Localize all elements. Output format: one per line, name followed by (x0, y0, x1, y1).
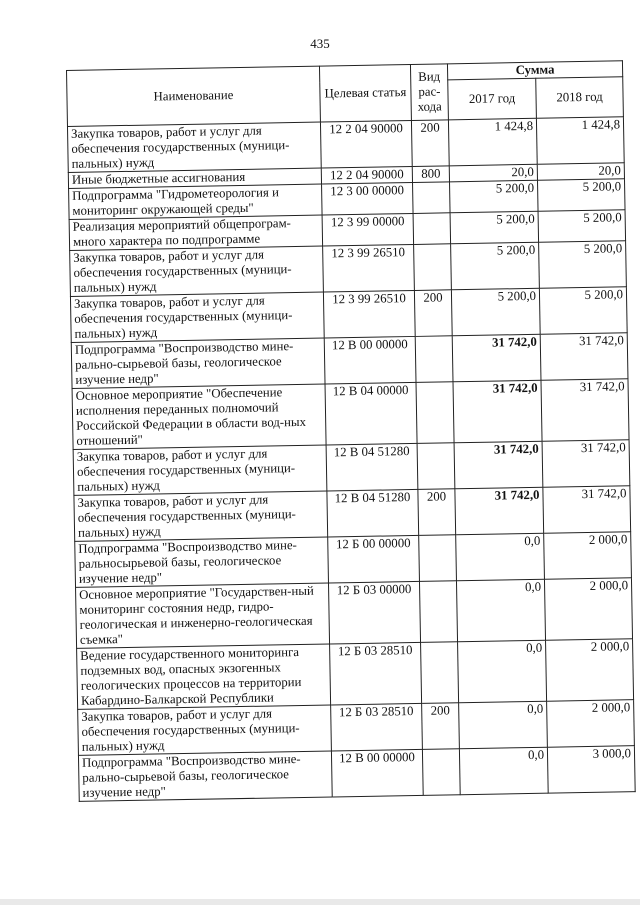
row-expense-type-cell (419, 581, 457, 643)
table-row (78, 746, 635, 802)
header-name: Наименование (67, 66, 321, 126)
row-name-cell: Ведение государственного мониторинга подземных вод, опасных экзогенных геологических процессов на территории Кабардино-Балкарской Республики (77, 644, 331, 709)
row-expense-type-cell (414, 244, 452, 291)
row-sum-2018-cell: 2 000,0 (547, 700, 635, 748)
row-name-cell: Реализация мероприятий общепрограм-много характера по подпрограмме (69, 215, 323, 250)
row-sum-2017-cell: 31 742,0 (454, 441, 543, 489)
header-target-article: Целевая статья (319, 64, 411, 122)
table-header (67, 61, 624, 127)
row-name-cell: Закупка товаров, работ и услуг для обеспечения государственных (муници-пальных) нужд (74, 491, 328, 541)
row-sum-2018-cell: 3 000,0 (547, 746, 635, 794)
row-name-cell: Подпрограмма "Гидрометеорология и мониторинг окружающей среды" (69, 184, 323, 219)
row-expense-type-cell (416, 382, 454, 444)
table-row (76, 578, 633, 649)
budget-table-container (66, 60, 636, 802)
page-number: 435 (310, 36, 330, 51)
row-expense-type-cell (422, 749, 460, 796)
row-name-cell: Закупка товаров, работ и услуг для обеспечения государственных (муници-пальных) нужд (70, 292, 324, 342)
row-target-article-cell: 12 Б 03 28510 (330, 642, 422, 705)
row-name-cell: Подпрограмма "Воспроизводство мине-рально-сырьевой базы, геологическое изучение недр" (71, 338, 325, 388)
budget-table (66, 60, 636, 802)
header-year-2017: 2017 год (448, 78, 537, 120)
row-sum-2017-cell: 5 200,0 (451, 242, 540, 290)
row-target-article-cell: 12 2 04 90000 (321, 166, 412, 184)
row-sum-2018-cell: 31 742,0 (543, 486, 631, 534)
row-expense-type-cell (421, 642, 459, 704)
row-sum-2018-cell: 2 000,0 (544, 578, 632, 641)
table-row (77, 639, 634, 710)
row-sum-2017-cell: 31 742,0 (453, 380, 542, 443)
row-name-cell: Закупка товаров, работ и услуг для обеспечения государственных (муници-пальных) нужд (78, 705, 332, 755)
row-name-cell: Основное мероприятие "Государствен-ный мониторинг состояния недр, гидро-геологическая и инженерно-геологическая съемка" (76, 583, 330, 648)
row-name-cell: Подпрограмма "Воспроизводство мине-рально-сырьевой базы, геологическое изучение недр" (78, 751, 332, 801)
row-sum-2018-cell: 31 742,0 (542, 440, 630, 488)
row-name-cell: Основное мероприятие "Обеспечение исполнения переданных полномочий Российской Федерации в области вод-ных отношений" (72, 384, 326, 449)
row-expense-type-cell (415, 336, 453, 383)
row-expense-type-cell (419, 535, 457, 582)
row-target-article-cell: 12 В 04 51280 (326, 443, 418, 491)
row-sum-2018-cell: 5 200,0 (539, 287, 627, 335)
row-sum-2017-cell: 5 200,0 (450, 211, 539, 244)
header-sum: Сумма (447, 61, 622, 80)
row-sum-2017-cell: 0,0 (456, 579, 545, 642)
row-name-cell: Закупка товаров, работ и услуг для обеспечения государственных (муници-пальных) нужд (70, 246, 324, 296)
row-target-article-cell: 12 Б 03 28510 (331, 703, 423, 751)
row-target-article-cell: 12 В 00 00000 (324, 336, 416, 384)
row-expense-type-cell (413, 213, 451, 245)
row-sum-2018-cell: 2 000,0 (544, 532, 632, 580)
row-sum-2018-cell: 2 000,0 (546, 639, 634, 702)
row-target-article-cell: 12 3 99 26510 (323, 244, 415, 292)
row-sum-2017-cell: 1 424,8 (448, 118, 537, 166)
row-sum-2017-cell: 0,0 (456, 533, 545, 581)
table-body (67, 117, 635, 802)
row-expense-type-cell: 200 (414, 290, 452, 337)
table-row (72, 379, 629, 450)
row-sum-2017-cell: 20,0 (449, 164, 537, 182)
row-sum-2018-cell: 1 424,8 (536, 117, 624, 165)
row-target-article-cell: 12 В 04 51280 (327, 489, 419, 537)
header-year-2018: 2018 год (536, 77, 624, 119)
row-target-article-cell: 12 В 00 00000 (331, 749, 423, 797)
row-sum-2018-cell: 20,0 (537, 163, 624, 181)
row-sum-2018-cell: 5 200,0 (537, 179, 625, 212)
row-target-article-cell: 12 3 99 00000 (322, 213, 414, 246)
row-expense-type-cell (417, 443, 455, 490)
row-target-article-cell: 12 Б 00 00000 (328, 535, 420, 583)
row-name-cell: Иные бюджетные ассигнования (68, 168, 321, 188)
row-sum-2018-cell: 5 200,0 (538, 210, 626, 243)
row-sum-2017-cell: 0,0 (459, 701, 548, 749)
row-expense-type-cell: 800 (412, 166, 449, 183)
row-name-cell: Подпрограмма "Воспроизводство мине-ральносырьевой базы, геологическое изучение недр" (75, 537, 329, 587)
row-target-article-cell: 12 В 04 00000 (325, 382, 417, 445)
header-expense-type: Вид рас-хода (410, 64, 448, 121)
row-sum-2017-cell: 0,0 (458, 640, 547, 703)
row-sum-2018-cell: 31 742,0 (541, 379, 629, 442)
row-sum-2017-cell: 5 200,0 (450, 180, 539, 213)
row-sum-2017-cell: 5 200,0 (451, 288, 540, 336)
row-name-cell: Закупка товаров, работ и услуг для обеспечения государственных (муници-пальных) нужд (67, 122, 321, 172)
row-expense-type-cell: 200 (418, 489, 456, 536)
row-name-cell: Закупка товаров, работ и услуг для обеспечения государственных (муници-пальных) нужд (73, 445, 327, 495)
row-sum-2017-cell: 31 742,0 (455, 487, 544, 535)
row-sum-2018-cell: 31 742,0 (540, 333, 628, 381)
row-sum-2017-cell: 0,0 (459, 747, 548, 795)
row-target-article-cell: 12 Б 03 00000 (328, 581, 420, 644)
row-expense-type-cell (413, 182, 451, 214)
row-target-article-cell: 12 2 04 90000 (320, 120, 412, 168)
scan-edge (0, 899, 640, 905)
row-target-article-cell: 12 3 99 26510 (323, 290, 415, 338)
row-sum-2018-cell: 5 200,0 (539, 241, 627, 289)
row-expense-type-cell: 200 (422, 703, 460, 750)
row-target-article-cell: 12 3 00 00000 (322, 182, 414, 215)
row-expense-type-cell: 200 (411, 120, 449, 167)
row-sum-2017-cell: 31 742,0 (452, 334, 541, 382)
